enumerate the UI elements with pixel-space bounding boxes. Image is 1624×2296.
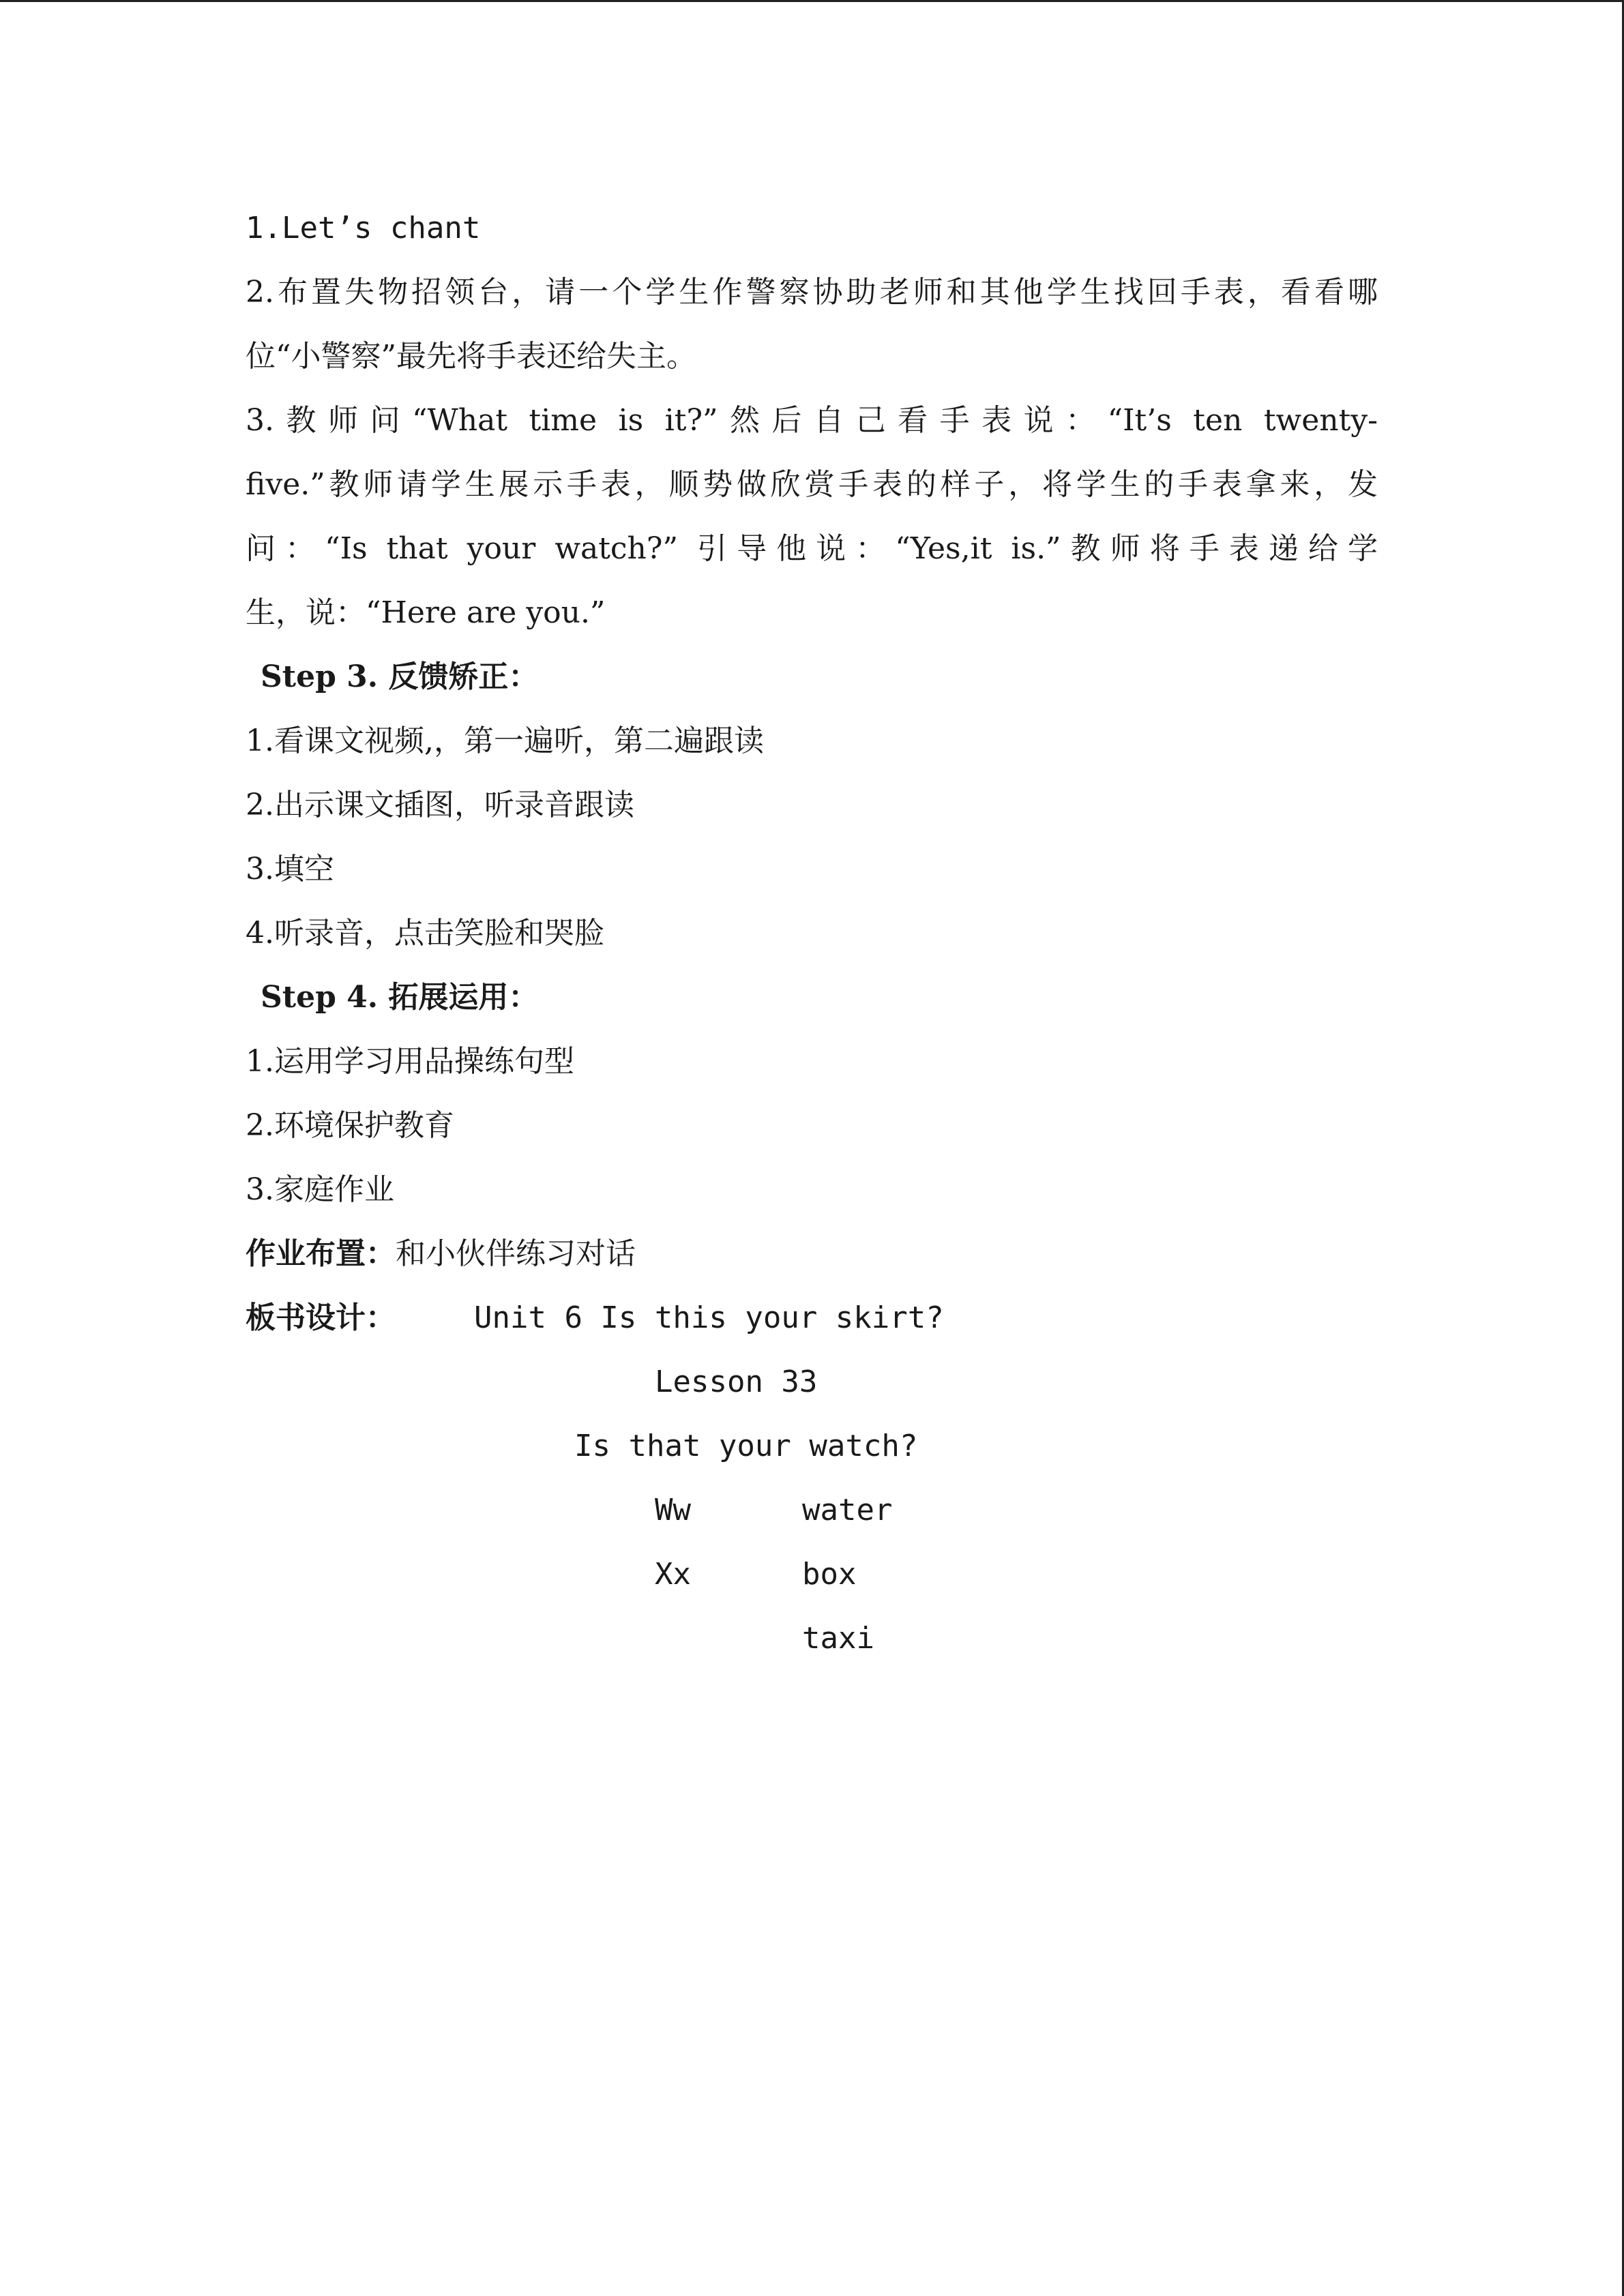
step-3-heading: Step 3. 反馈矫正： <box>261 659 539 694</box>
text-line-here-are-you: 生，说：“Here are you.” <box>246 595 606 630</box>
board-word-box: box <box>802 1557 857 1592</box>
homework-label: 作业布置： <box>246 1236 396 1271</box>
text-line-lost-and-found: 2.布置失物招领台，请一个学生作警察协助老师和其他学生找回手表，看看哪 <box>246 275 1378 310</box>
page-top-border <box>0 0 1624 2</box>
step-4-heading: Step 4. 拓展运用： <box>261 980 539 1015</box>
board-word-taxi: taxi <box>802 1621 874 1656</box>
board-lesson: Lesson 33 <box>655 1365 818 1399</box>
step-3-item-4: 4.听录音，点击笑脸和哭脸 <box>246 916 604 951</box>
step-4-item-2: 2.环境保护教育 <box>246 1108 454 1143</box>
step-3-item-2: 2.出示课文插图，听录音跟读 <box>246 788 634 822</box>
step-4-item-1: 1.运用学习用品操练句型 <box>246 1044 574 1079</box>
homework-text: 和小伙伴练习对话 <box>396 1236 636 1271</box>
text-line-chant: 1.Let’s chant <box>246 211 481 245</box>
text-line-teacher-asks: 3.教师问“What time is it?”然后自己看手表说：“It’s ten twenty- <box>246 403 1378 438</box>
board-word-water: water <box>802 1493 893 1527</box>
text-line-show-watch: five.”教师请学生展示手表，顺势做欣赏手表的样子，将学生的手表拿来，发 <box>246 467 1378 502</box>
board-unit-title: Unit 6 Is this your skirt? <box>474 1300 944 1335</box>
step-4-item-3: 3.家庭作业 <box>246 1172 394 1207</box>
text-line-is-that-your-watch: 问：“Is that your watch?” 引导他说：“Yes,it is.”教师将手表递给学 <box>246 531 1378 566</box>
board-sentence: Is that your watch? <box>574 1429 918 1463</box>
board-letter-xx: Xx <box>655 1557 691 1592</box>
step-3-item-3: 3.填空 <box>246 852 334 886</box>
board-design-label: 板书设计： <box>246 1300 396 1335</box>
step-3-item-1: 1.看课文视频,，第一遍听，第二遍跟读 <box>246 724 764 758</box>
homework-line <box>246 1234 636 1274</box>
board-letter-ww: Ww <box>655 1493 691 1527</box>
text-line-little-police: 位“小警察”最先将手表还给失主。 <box>246 339 696 374</box>
